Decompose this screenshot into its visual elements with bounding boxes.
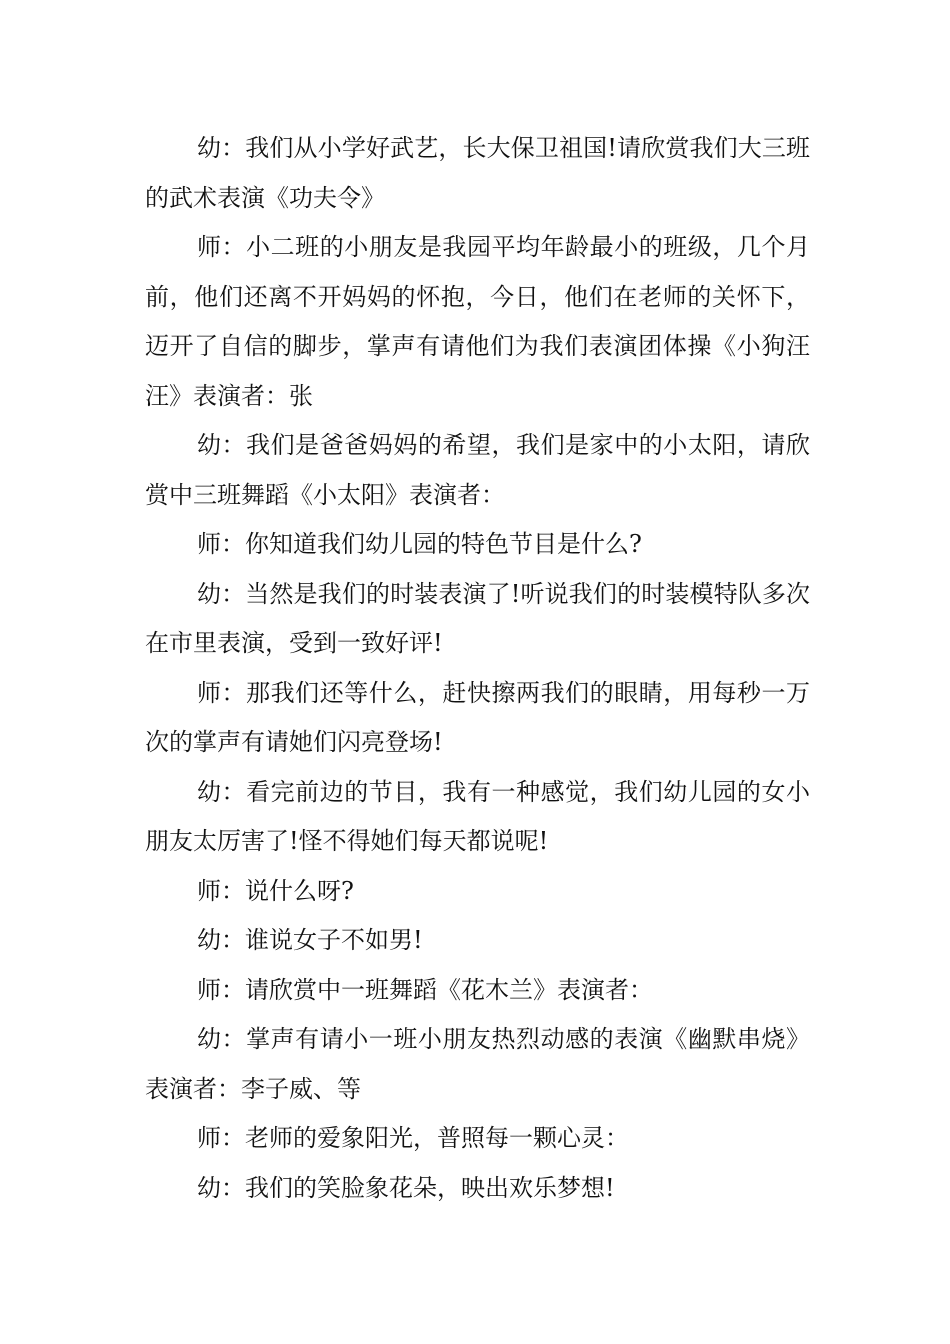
speaker-label: 幼：: [197, 431, 247, 459]
dialogue-text: 谁说女子不如男!: [245, 926, 423, 954]
speaker-label: 幼：: [197, 777, 247, 806]
dialogue-text: 说什么呀?: [245, 876, 354, 905]
speaker-label: 师：: [197, 1124, 245, 1152]
dialogue-text: 你知道我们幼儿园的特色节目是什么?: [245, 530, 642, 558]
dialogue-text: 我们从小学好武艺，长大保卫祖国!请欣赏我们大三班的武术表演《功夫令》: [145, 134, 811, 212]
dialogue-text: 老师的爱象阳光，普照每一颗心灵：: [245, 1124, 629, 1152]
speaker-label: 师：: [197, 975, 245, 1004]
dialogue-paragraph: [145, 966, 810, 1016]
speaker-label: 幼：: [197, 1025, 247, 1053]
dialogue-paragraph: [145, 768, 810, 867]
dialogue-text: 请欣赏中一班舞蹈《花木兰》表演者：: [245, 975, 653, 1004]
dialogue-text: 小二班的小朋友是我园平均年龄最小的班级，几个月前，他们还离不开妈妈的怀抱，今日，他们在老师的关怀下，迈开了自信的脚步，掌声有请他们为我们表演团体操《小狗汪汪》表演者：张: [145, 233, 811, 410]
dialogue-text: 当然是我们的时装表演了!听说我们的时装模特队多次在市里表演，受到一致好评!: [145, 579, 811, 657]
dialogue-paragraph: [145, 124, 810, 223]
dialogue-paragraph: [145, 1015, 810, 1114]
dialogue-text: 我们的笑脸象花朵，映出欢乐梦想!: [245, 1173, 615, 1202]
dialogue-text: 掌声有请小一班小朋友热烈动感的表演《幽默串烧》表演者：李子威、等: [145, 1025, 811, 1103]
dialogue-paragraph: [145, 421, 810, 520]
document-page: [145, 124, 810, 1213]
speaker-label: 师：: [197, 233, 247, 261]
dialogue-text: 看完前边的节目，我有一种感觉，我们幼儿园的女小朋友太厉害了!怪不得她们每天都说呢!: [145, 777, 811, 855]
dialogue-paragraph: [145, 570, 810, 669]
speaker-label: 幼：: [197, 926, 245, 954]
dialogue-paragraph: [145, 669, 810, 768]
speaker-label: 幼：: [197, 134, 246, 162]
dialogue-paragraph: [145, 867, 810, 917]
dialogue-text: 那我们还等什么，赶快擦两我们的眼睛，用每秒一万次的掌声有请她们闪亮登场!: [145, 678, 811, 756]
dialogue-paragraph: [145, 1164, 810, 1214]
dialogue-paragraph: [145, 223, 810, 421]
speaker-label: 幼：: [197, 1173, 245, 1202]
dialogue-paragraph: [145, 1114, 810, 1164]
speaker-label: 师：: [197, 876, 245, 905]
dialogue-paragraph: [145, 520, 810, 570]
dialogue-text: 我们是爸爸妈妈的希望，我们是家中的小太阳，请欣赏中三班舞蹈《小太阳》表演者：: [145, 431, 811, 509]
dialogue-paragraph: [145, 916, 810, 966]
speaker-label: 师：: [197, 530, 245, 558]
speaker-label: 师：: [197, 678, 247, 707]
speaker-label: 幼：: [197, 579, 246, 608]
